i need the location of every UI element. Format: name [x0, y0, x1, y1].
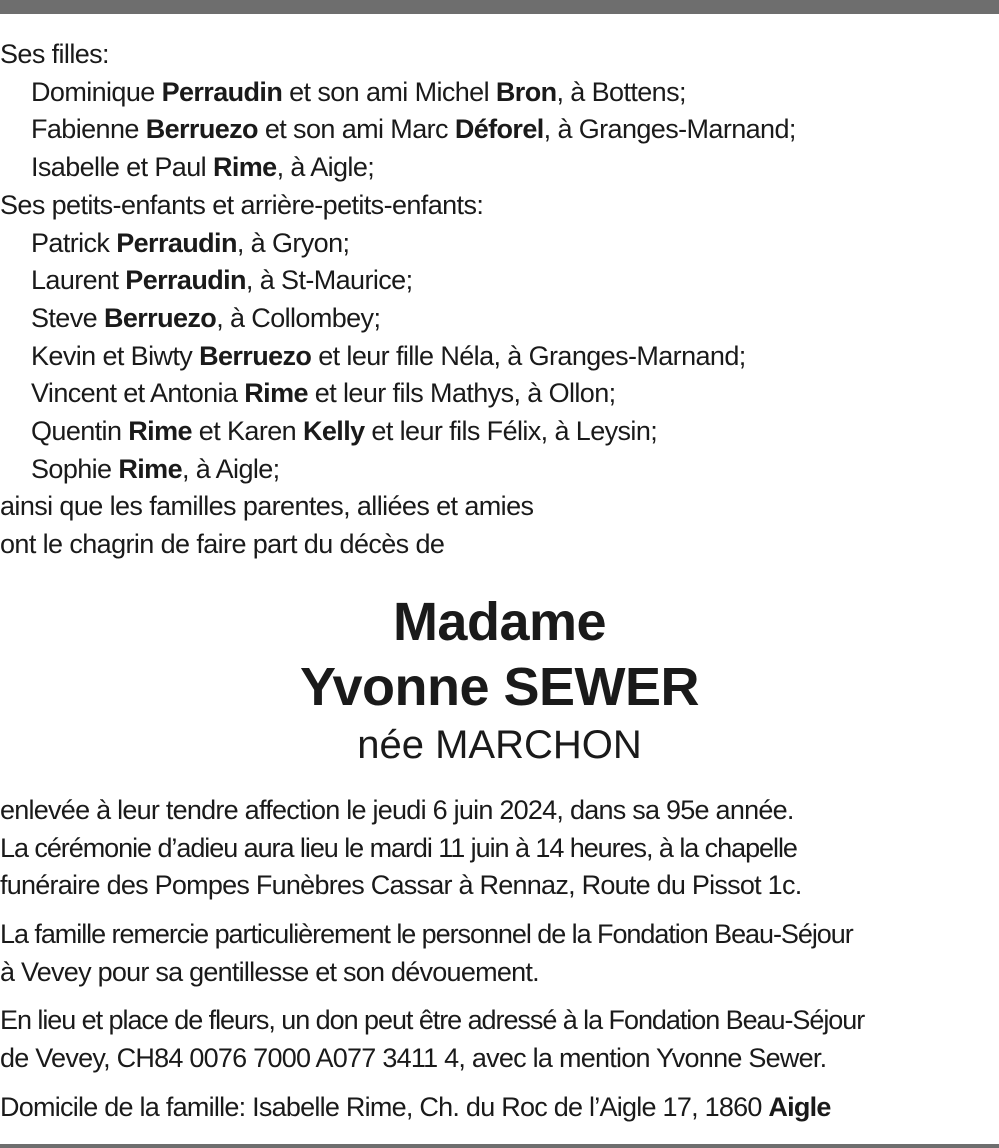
- deceased-title: Madame: [392, 591, 607, 652]
- daughters-heading: Ses filles:: [0, 39, 109, 69]
- thanks-line: La famille remercie particulièrement le personnel de la Fondation Beau-Séjour: [0, 918, 853, 949]
- address-city: Aigle: [768, 1091, 831, 1122]
- details-line: funéraire des Pompes Funèbres Cassar à Rennaz, Route du Pissot 1c.: [0, 870, 802, 901]
- family-address: Domicile de la famille: Isabelle Rime, Ch. du Roc de l’Aigle 17, 1860 Aigle: [0, 1091, 831, 1122]
- thanks-line: à Vevey pour sa gentillesse et son dévouement.: [0, 956, 539, 987]
- grandchild-entry: Laurent Perraudin, à St-Maurice;: [31, 265, 413, 296]
- deceased-name-block: [0, 590, 999, 770]
- obituary-notice: [0, 36, 999, 1126]
- daughter-entry: Isabelle et Paul Rime, à Aigle;: [31, 152, 375, 183]
- deceased-maiden-name: née MARCHON: [357, 722, 642, 767]
- grandchild-entry: Quentin Rime et Karen Kelly et leur fils Félix, à Leysin;: [31, 416, 658, 447]
- top-rule: [0, 0, 999, 14]
- grandchild-entry: Vincent et Antonia Rime et leur fils Mathys, à Ollon;: [31, 378, 616, 409]
- grandchild-entry: Kevin et Biwty Berruezo et leur fille Néla, à Granges-Marnand;: [31, 340, 746, 371]
- grandchildren-heading: Ses petits-enfants et arrière-petits-enfants:: [0, 189, 484, 220]
- details-line: enlevée à leur tendre affection le jeudi 6 juin 2024, dans sa 95e année.: [0, 794, 794, 825]
- donation-line: En lieu et place de fleurs, un don peut être adressé à la Fondation Beau-Séjour: [0, 1005, 865, 1036]
- donation-line: de Vevey, CH84 0076 7000 A077 3411 4, avec la mention Yvonne Sewer.: [0, 1043, 827, 1074]
- deceased-name: Yvonne SEWER: [299, 656, 700, 717]
- daughter-entry: Dominique Perraudin et son ami Michel Bron, à Bottens;: [31, 76, 686, 107]
- grandchild-entry: Sophie Rime, à Aigle;: [31, 453, 280, 484]
- daughter-entry: Fabienne Berruezo et son ami Marc Déforel, à Granges-Marnand;: [31, 114, 796, 145]
- details-line: La cérémonie d’adieu aura lieu le mardi 11 juin à 14 heures, à la chapelle: [0, 832, 797, 863]
- closing-line: ainsi que les familles parentes, alliées et amies: [0, 491, 534, 522]
- grandchild-entry: Steve Berruezo, à Collombey;: [31, 302, 381, 333]
- bottom-rule: [0, 1144, 999, 1148]
- grandchild-entry: Patrick Perraudin, à Gryon;: [31, 227, 350, 258]
- closing-line: ont le chagrin de faire part du décès de: [0, 529, 445, 560]
